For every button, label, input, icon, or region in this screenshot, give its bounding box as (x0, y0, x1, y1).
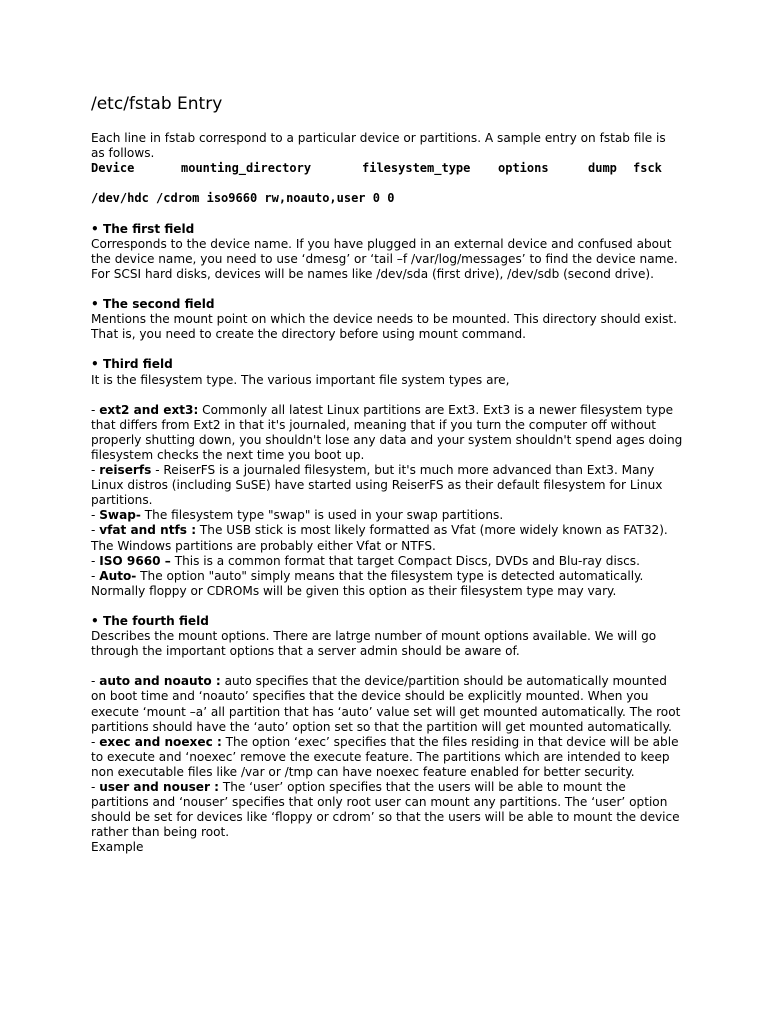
fstab-format-line (91, 161, 683, 176)
list-item-auto-noauto: - auto and noauto : auto specifies that the device/partition should be automatically mounted on boot time and ‘noauto’ specifies that the device should be explicitly mounted. When you execute ‘mount –a’ all partition that has ‘auto’ value set will get mounted automatically. The root partitions should have the ‘auto’ option set so that the partition will get mounted automatically. (91, 674, 681, 734)
format-col-mounting-directory: mounting_directory (181, 161, 312, 176)
list-item-swap: - Swap- The filesystem type "swap" is used in your swap partitions. (91, 508, 504, 523)
format-col-device: Device (91, 161, 135, 176)
list-item-auto: - Auto- The option "auto" simply means that the filesystem type is detected automatically. Normally floppy or CDROMs will be given this option as their filesystem type may vary. (91, 568, 644, 598)
document-body (91, 93, 683, 856)
field2-heading: • The second field (91, 297, 215, 312)
field1-heading: • The first field (91, 221, 195, 236)
page-title: /etc/fstab Entry (91, 94, 223, 114)
field2-text: Mentions the mount point on which the device needs to be mounted. This directory should exist. That is, you need to create the directory before using mount command. (91, 312, 677, 342)
list-item-exec-noexec: - exec and noexec : The option ‘exec’ specifies that the files residing in that device will be able to execute and ‘noexec’ remove the execute feature. The partitions which are intended to keep non executable files like /var or /tmp can have noexec feature enabled for better security. (91, 734, 679, 779)
list-item-reiserfs: - reiserfs - ReiserFS is a journaled filesystem, but it's much more advanced than Ext3. Many Linux distros (including SuSE) have started using ReiserFS as their default filesystem for Linux partitions. (91, 463, 663, 508)
sample-entry: /dev/hdc /cdrom iso9660 rw,noauto,user 0 0 (91, 191, 395, 206)
field3-text: It is the filesystem type. The various important file system types are, (91, 372, 510, 387)
field1-text: Corresponds to the device name. If you have plugged in an external device and confused about the device name, you need to use ‘dmesg’ or ‘tail –f /var/log/messages’ to find the device name. For SCSI hard disks, devices will be names like /dev/sda (first drive), /dev/sdb (second drive). (91, 236, 678, 281)
format-col-dump: dump (588, 161, 617, 176)
field3-heading: • Third field (91, 357, 173, 372)
list-item-ext2-ext3: - ext2 and ext3: Commonly all latest Linux partitions are Ext3. Ext3 is a newer filesystem type that differs from Ext2 in that it's journaled, meaning that if you turn the computer off without properly shutting down, you shouldn't lose any data and your system shouldn't spend ages doing filesystem checks the next time you boot up. (91, 402, 683, 462)
list-item-user-nouser: - user and nouser : The ‘user’ option specifies that the users will be able to mount the partitions and ‘nouser’ specifies that only root user can mount any partitions. The ‘user’ option should be set for devices like ‘floppy or cdrom’ so that the users will be able to mount the device rather than being root. (91, 780, 680, 840)
example-label: Example (91, 840, 144, 855)
format-col-filesystem-type: filesystem_type (362, 161, 471, 176)
format-col-options: options (498, 161, 549, 176)
field4-text: Describes the mount options. There are latrge number of mount options available. We will go through the important options that a server admin should be aware of. (91, 629, 657, 659)
intro-paragraph: Each line in fstab correspond to a particular device or partitions. A sample entry on fstab file is as follows. (91, 131, 666, 161)
format-col-fsck: fsck (633, 161, 662, 176)
list-item-vfat-ntfs: - vfat and ntfs : The USB stick is most likely formatted as Vfat (more widely known as FAT32). The Windows partitions are probably either Vfat or NTFS. (91, 523, 668, 553)
list-item-iso9660: - ISO 9660 – This is a common format that target Compact Discs, DVDs and Blu-ray discs. (91, 553, 640, 568)
field4-heading: • The fourth field (91, 614, 209, 628)
